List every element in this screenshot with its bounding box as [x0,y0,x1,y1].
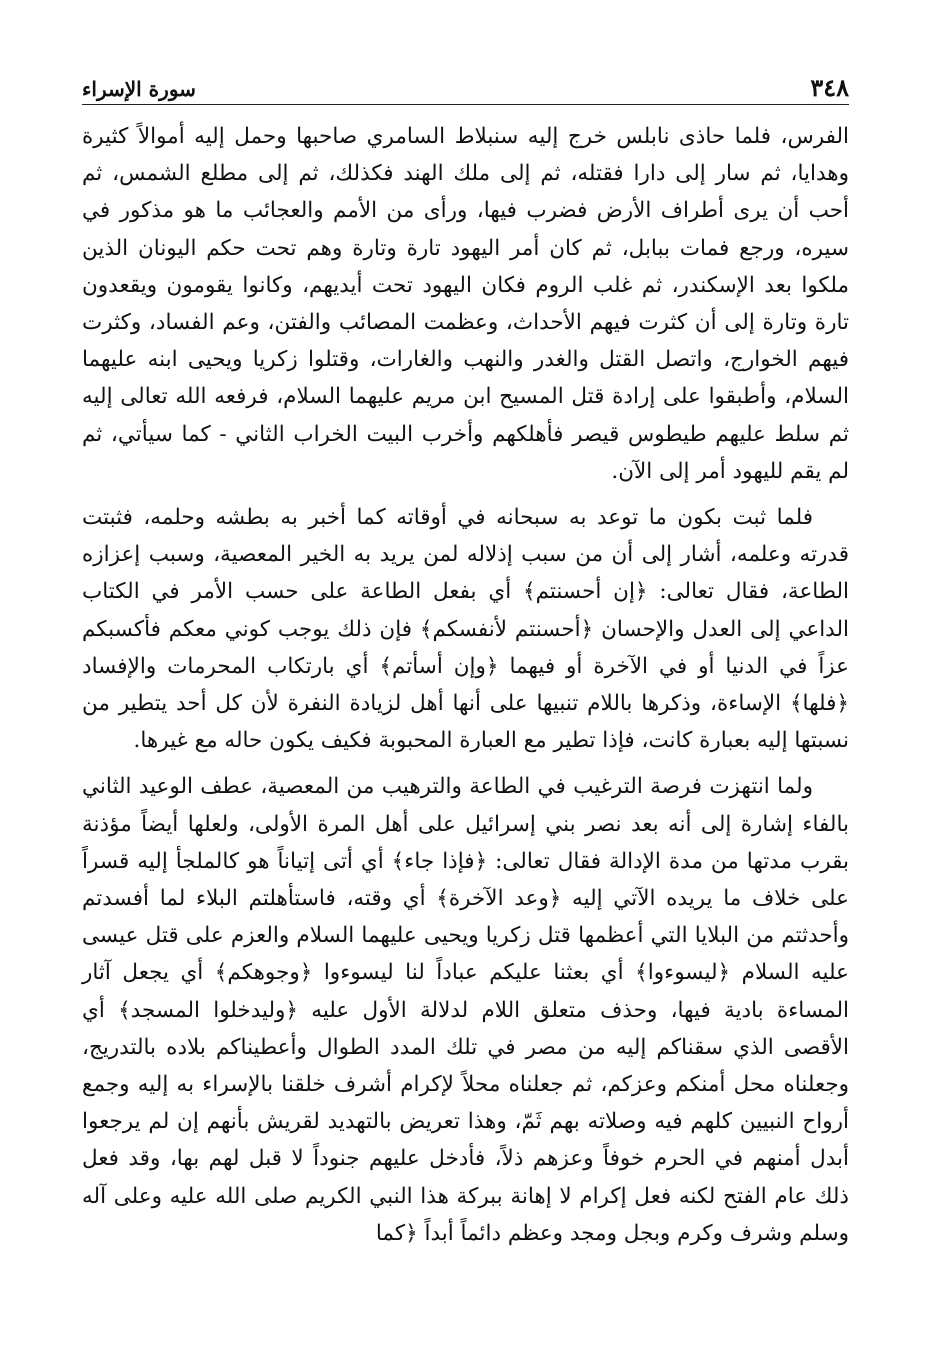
page-header [82,58,849,105]
page-number: ٣٤٨ [810,73,849,102]
surah-title: سورة الإسراء [82,77,196,101]
paragraph: ولما انتهزت فرصة الترغيب في الطاعة والترهيب من المعصية، عطف الوعيد الثاني بالفاء إشارة إلى أنه بعد نصر بني إسرائيل على أهل المرة الأولى، ولعلها أيضاً مؤذنة بقرب مدتها من مدة الإدالة فقال تعالى: ﴿فإذا جاء﴾ أي أتى إتياناً هو كالملجأ إليه قسراً على خلاف ما يريده الآتي إليه ﴿وعد الآخرة﴾ أي وقته، فاستأهلتم البلاء لما أفسدتم وأحدثتم من البلايا التي أعظمها قتل زكريا ويحيى عليهما السلام والعزم على قتل عيسى عليه السلام ﴿ليسوءوا﴾ أي بعثنا عليكم عباداً لنا ليسوءوا ﴿وجوهكم﴾ أي يجعل آثار المساءة بادية فيها، وحذف متعلق اللام لدلالة الأول عليه ﴿وليدخلوا المسجد﴾ أي الأقصى الذي سقناكم إليه من مصر في تلك المدد الطوال وأعطيناكم بلاده بالتدريج، وجعلناه محل أمنكم وعزكم، ثم جعلناه محلاً لإكرام أشرف خلقنا بالإسراء به إليه وجمع أرواح النبيين كلهم فيه وصلاته بهم ثَمّ، وهذا تعريض بالتهديد لقريش بأنهم إن لم يرجعوا أبدل أمنهم في الحرم خوفاً وعزهم ذلاً، فأدخل عليهم جنوداً لا قبل لهم بها، وقد فعل ذلك عام الفتح لكنه فعل إكرام لا إهانة ببركة هذا النبي الكريم صلى الله عليه وعلى آله وسلم وشرف وكرم وبجل ومجد وعظم دائماً أبداً ﴿كما [82,774,849,1246]
page-body [82,118,849,1261]
paragraph: فلما ثبت بكون ما توعد به سبحانه في أوقاته كما أخبر به بطشه وحلمه، فثبتت قدرته وعلمه، أشار إلى أن من سبب إذلاله لمن يريد به الخير المعصية، وسبب إعزازه الطاعة، فقال تعالى: ﴿إن أحسنتم﴾ أي بفعل الطاعة على حسب الأمر في الكتاب الداعي إلى العدل والإحسان ﴿أحسنتم لأنفسكم﴾ فإن ذلك يوجب كوني معكم فأكسبكم عزاً في الدنيا أو في الآخرة أو فيهما ﴿وإن أسأتم﴾ أي بارتكاب المحرمات والإفساد ﴿فلها﴾ الإساءة، وذكرها باللام تنبيها على أنها أهل لزيادة النفرة لأن كل أحد يتطير من نسبتها إليه بعبارة كانت، فإذا تطير مع العبارة المحبوبة فكيف يكون حاله مع غيرها. [82,505,850,754]
paragraph: الفرس، فلما حاذى نابلس خرج إليه سنبلاط السامري صاحبها وحمل إليه أموالاً كثيرة وهدايا، ثم سار إلى دارا فقتله، ثم إلى ملك الهند فكذلك، ثم إلى مطلع الشمس، ثم أحب أن يرى أطراف الأرض فضرب فيها، ورأى من الأمم والعجائب ما هو مذكور في سيره، ورجع فمات ببابل، ثم كان أمر اليهود تارة وتارة وهم تحت حكم اليونان الذين ملكوا بعد الإسكندر، ثم غلب الروم فكان اليهود تحت أيديهم، وكانوا يقومون ويقعدون تارة وتارة إلى أن كثرت فيهم الأحداث، وعظمت المصائب والفتن، وعم الفساد، وكثرت فيهم الخوارج، واتصل القتل والغدر والنهب والغارات، وقتلوا زكريا ويحيى ابنه عليهما السلام، وأطبقوا على إرادة قتل المسيح ابن مريم عليهما السلام، فرفعه الله تعالى إليه ثم سلط عليهم طيطوس قيصر فأهلكهم وأخرب البيت الخراب الثاني - كما سيأتي، ثم لم يقم لليهود أمر إلى الآن. [82,124,849,484]
